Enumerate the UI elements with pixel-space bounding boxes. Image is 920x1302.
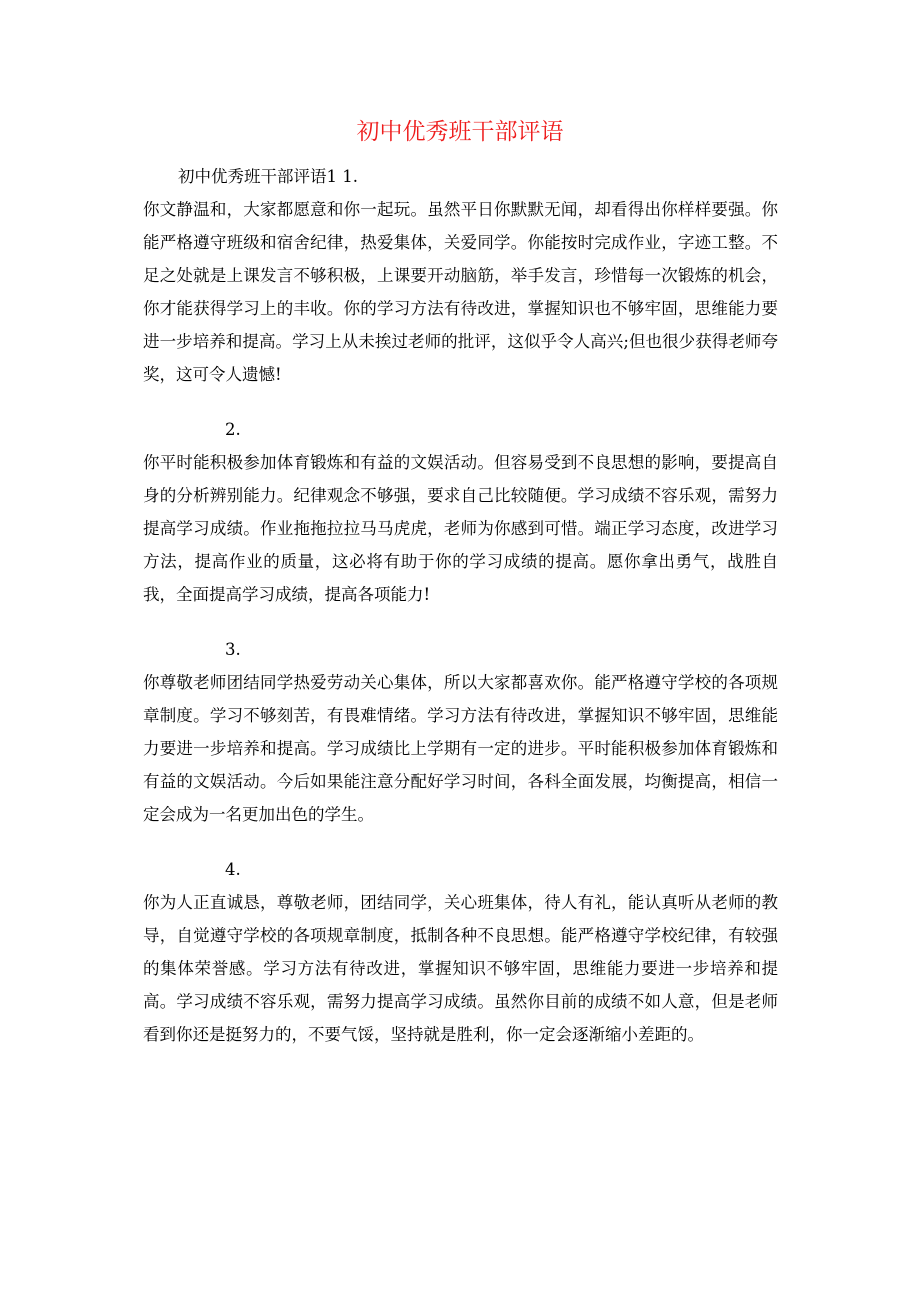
- comment-2-number: 2.: [225, 420, 241, 439]
- comment-3-number: 3.: [225, 640, 241, 659]
- comment-1-text: 你文静温和，大家都愿意和你一起玩。虽然平日你默默无闻，却看得出你样样要强。你能严格遵守班级和宿舍纪律，热爱集体，关爱同学。你能按时完成作业，字迹工整。不足之处就是上课发言不够积极，上课要开动脑筋，举手发言，珍惜每一次锻炼的机会，你才能获得学习上的丰收。你的学习方法有待改进，掌握知识也不够牢固，思维能力要进一步培养和提高。学习上从未挨过老师的批评，这似乎令人高兴;但也很少获得老师夸奖，这可令人遗憾!: [143, 200, 778, 384]
- document-body: [143, 160, 778, 1051]
- paragraph-spacer: [143, 611, 778, 633]
- comment-2-text: 你平时能积极参加体育锻炼和有益的文娱活动。但容易受到不良思想的影响，要提高自身的分析辨别能力。纪律观念不够强，要求自己比较随便。学习成绩不容乐观，需努力提高学习成绩。作业拖拖拉拉马马虎虎，老师为你感到可惜。端正学习态度，改进学习方法，提高作业的质量，这必将有助于你的学习成绩的提高。愿你拿出勇气，战胜自我，全面提高学习成绩，提高各项能力!: [143, 453, 778, 604]
- paragraph-spacer: [143, 391, 778, 413]
- paragraph-spacer: [143, 831, 778, 853]
- comment-3-text: 你尊敬老师团结同学热爱劳动关心集体，所以大家都喜欢你。能严格遵守学校的各项规章制度。学习不够刻苦，有畏难情绪。学习方法有待改进，掌握知识不够牢固，思维能力要进一步培养和提高。学习成绩比上学期有一定的进步。平时能积极参加体育锻炼和有益的文娱活动。今后如果能注意分配好学习时间，各科全面发展，均衡提高，相信一定会成为一名更加出色的学生。: [143, 673, 778, 824]
- document-title: 初中优秀班干部评语: [356, 119, 564, 145]
- comment-4-text: 你为人正直诚恳，尊敬老师，团结同学，关心班集体，待人有礼，能认真听从老师的教导，自觉遵守学校的各项规章制度，抵制各种不良思想。能严格遵守学校纪律，有较强的集体荣誉感。学习方法有待改进，掌握知识不够牢固，思维能力要进一步培养和提高。学习成绩不容乐观，需努力提高学习成绩。虽然你目前的成绩不如人意，但是老师看到你还是挺努力的，不要气馁，坚持就是胜利，你一定会逐渐缩小差距的。: [143, 893, 778, 1044]
- document-subtitle: 初中优秀班干部评语1 1.: [178, 167, 358, 186]
- comment-4-number: 4.: [225, 860, 241, 879]
